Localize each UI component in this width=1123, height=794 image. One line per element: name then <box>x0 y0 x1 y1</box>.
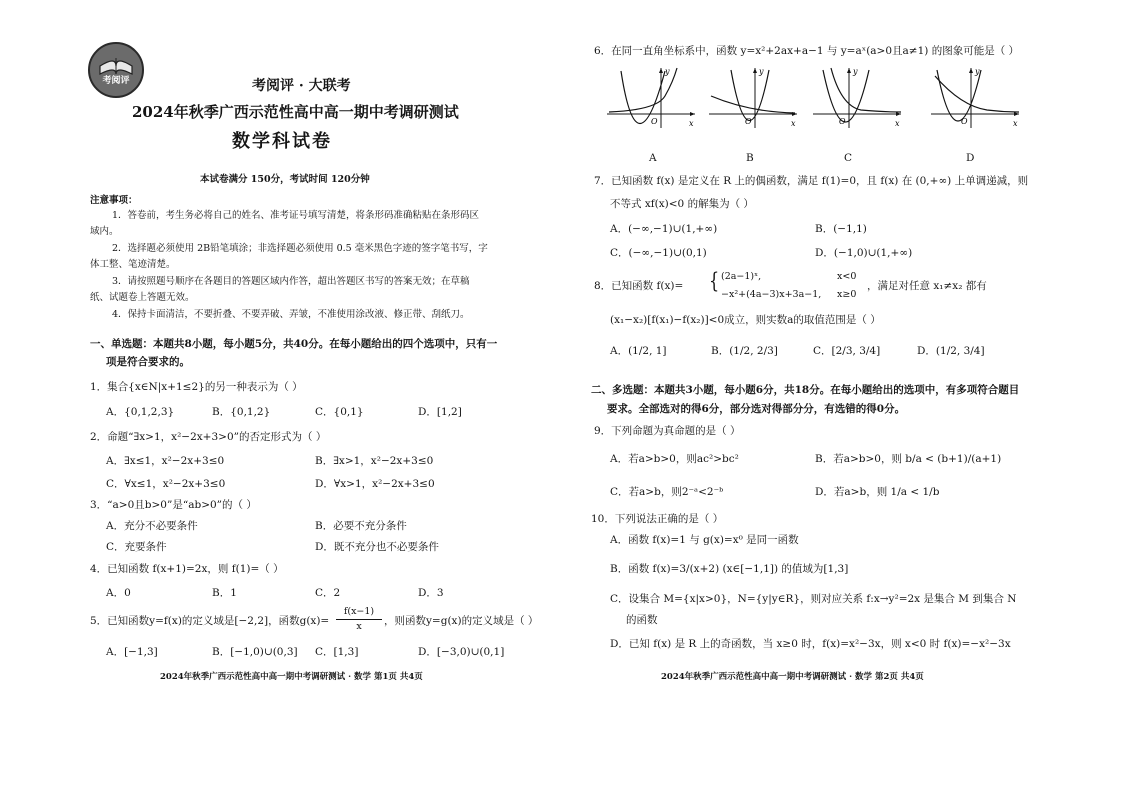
page-footer: 2024年秋季广西示范性高中高一期中考调研测试 · 数学 第2页 共4页 <box>661 672 924 682</box>
notice-line: 4．保持卡面清洁，不要折叠、不要弄破、弄皱，不准使用涂改液、修正带、刮纸刀。 <box>112 309 470 320</box>
question-8-option: A．(1/2, 1] <box>610 345 667 357</box>
notice-line: 1．答卷前，考生务必将自己的姓名、准考证号填写清楚，将条形码准确粘贴在条形码区 <box>112 210 480 221</box>
question-10-option: A．函数 f(x)=1 与 g(x)=x⁰ 是同一函数 <box>610 534 799 546</box>
question-8-case: (2a−1)ˣ, <box>721 271 762 282</box>
question-2-option: C．∀x≤1，x²−2x+3≤0 <box>106 478 226 490</box>
notice-line: 纸、试题卷上答题无效。 <box>90 292 195 303</box>
graph-c <box>813 66 903 128</box>
graph-axis-label: x <box>689 119 694 128</box>
graph-axis-label: y <box>759 67 764 76</box>
question-2-option: D．∀x>1，x²−2x+3≤0 <box>315 478 435 490</box>
question-8-option: B．(1/2, 2/3] <box>711 345 778 357</box>
question-8-stem: ，满足对任意 x₁≠x₂ 都有 <box>867 280 987 292</box>
question-1-stem: 1．集合{x∈N|x+1≤2}的另一种表示为（ ） <box>90 381 303 393</box>
question-8-condition: x<0 <box>837 271 857 282</box>
graph-origin-label: O <box>745 117 752 126</box>
question-7-stem: 不等式 xf(x)<0 的解集为（ ） <box>610 198 754 210</box>
graph-axis-label: x <box>791 119 796 128</box>
question-2-option: B．∃x>1，x²−2x+3≤0 <box>315 455 434 467</box>
question-8-option: D．(1/2, 3/4] <box>917 345 985 357</box>
graph-label: D <box>966 152 975 164</box>
graph-label: A <box>649 152 657 164</box>
question-9-option: C．若a>b，则2⁻ᵃ<2⁻ᵇ <box>610 486 724 498</box>
question-3-option: B．必要不充分条件 <box>315 520 407 532</box>
question-5-stem: ，则函数y=g(x)的定义域是（ ） <box>384 615 539 627</box>
graph-axis-label: x <box>895 119 900 128</box>
question-8-stem: 8．已知函数 f(x)= <box>594 280 684 292</box>
section-heading: 要求。全部选对的得6分，部分选对得部分分，有选错的得0分。 <box>607 403 906 415</box>
logo-text: 考阅评 <box>102 76 130 86</box>
question-4-option: B．1 <box>212 587 237 599</box>
question-3-option: D．既不充分也不必要条件 <box>315 541 439 553</box>
notice-line: 2．选择题必须使用 2B铅笔填涂；非选择题必须使用 0.5 毫米黑色字迹的签字笔书写，字 <box>112 243 488 254</box>
question-4-option: D．3 <box>418 587 444 599</box>
notice-line: 3．请按照题号顺序在各题目的答题区域内作答，超出答题区书写的答案无效；在草稿 <box>112 276 470 287</box>
graph-origin-label: O <box>839 117 846 126</box>
question-3-option: C．充要条件 <box>106 541 167 553</box>
graph-label: C <box>844 152 853 164</box>
section-heading: 二、多选题：本题共3小题，每小题6分，共18分。在每小题给出的选项中，有多项符合题目 <box>591 384 1020 396</box>
graph-label: B <box>746 152 754 164</box>
question-1-option: A．{0,1,2,3} <box>106 406 175 418</box>
notice-line: 体工整、笔迹清楚。 <box>90 259 176 270</box>
page-footer: 2024年秋季广西示范性高中高一期中考调研测试 · 数学 第1页 共4页 <box>160 672 423 682</box>
question-7-option: B．(−1,1) <box>815 223 867 235</box>
question-5-fraction-denominator: x <box>356 621 362 632</box>
question-9-option: B．若a>b>0，则 b/a < (b+1)/(a+1) <box>815 453 1002 465</box>
subject-title: 数学科试卷 <box>232 131 332 152</box>
exam-title: 2024年秋季广西示范性高中高一期中考调研测试 <box>132 103 459 121</box>
question-8-case: −x²+(4a−3)x+3a−1, <box>721 289 822 300</box>
section-heading: 项是符合要求的。 <box>106 356 190 368</box>
question-8-condition: x≥0 <box>837 289 857 300</box>
question-8-option: C．[2/3, 3/4] <box>813 345 881 357</box>
question-7-option: D．(−1,0)∪(1,+∞) <box>815 247 913 259</box>
question-4-option: C．2 <box>315 587 341 599</box>
question-9-option: A．若a>b>0，则ac²>bc² <box>610 453 739 465</box>
question-10-option: 的函数 <box>626 614 658 626</box>
question-5-option: A．[−1,3] <box>106 646 158 658</box>
question-2-stem: 2．命题“∃x>1，x²−2x+3>0”的否定形式为（ ） <box>90 431 327 443</box>
question-10-stem: 10．下列说法正确的是（ ） <box>591 513 724 525</box>
question-3-option: A．充分不必要条件 <box>106 520 198 532</box>
question-5-option: D．[−3,0)∪(0,1] <box>418 646 505 658</box>
question-6-stem: 6．在同一直角坐标系中，函数 y=x²+2ax+a−1 与 y=aˣ(a>0且a≠1) 的图象可能是（ ） <box>594 45 1020 57</box>
exam-logo <box>88 42 144 98</box>
exam-info: 本试卷满分 150分，考试时间 120分钟 <box>200 174 370 185</box>
exam-page-1 <box>0 0 561 794</box>
graph-axis-label: y <box>665 67 670 76</box>
question-4-stem: 4．已知函数 f(x+1)=2x，则 f(1)=（ ） <box>90 563 284 575</box>
exam-page-2 <box>561 0 1123 794</box>
graph-origin-label: O <box>651 117 658 126</box>
question-8-brace: { <box>709 267 720 294</box>
question-7-stem: 7．已知函数 f(x) 是定义在 R 上的偶函数，满足 f(1)=0，且 f(x) 在 (0,+∞) 上单调递减，则 <box>594 175 1029 187</box>
question-5-stem: 5．已知函数y=f(x)的定义域是[−2,2]，函数g(x)= <box>90 615 330 627</box>
question-9-option: D．若a>b，则 1/a < 1/b <box>815 486 940 498</box>
question-5-option: B．[−1,0)∪(0,3] <box>212 646 298 658</box>
graph-b <box>709 66 799 128</box>
question-5-option: C．[1,3] <box>315 646 359 658</box>
question-1-option: B．{0,1,2} <box>212 406 271 418</box>
question-1-option: D．[1,2] <box>418 406 462 418</box>
notice-line: 域内。 <box>90 226 119 237</box>
question-5-fraction-numerator: f(x−1) <box>336 605 382 620</box>
question-2-option: A．∃x≤1，x²−2x+3≤0 <box>106 455 225 467</box>
graph-axis-label: y <box>975 67 980 76</box>
question-10-option: B．函数 f(x)=3/(x+2) (x∈[−1,1]) 的值域为[1,3] <box>610 563 849 575</box>
brand-title: 考阅评 · 大联考 <box>252 78 351 94</box>
question-7-option: A．(−∞,−1)∪(1,+∞) <box>610 223 718 235</box>
book-icon <box>90 44 142 96</box>
question-4-option: A．0 <box>106 587 131 599</box>
graph-axis-label: y <box>853 67 858 76</box>
graph-origin-label: O <box>961 117 968 126</box>
question-10-option: D．已知 f(x) 是 R 上的奇函数，当 x≥0 时，f(x)=x²−3x，则 x<0 时 f(x)=−x²−3x <box>610 638 1011 650</box>
section-heading: 一、单选题：本题共8小题，每小题5分，共40分。在每小题给出的四个选项中，只有一 <box>90 338 498 350</box>
notice-heading: 注意事项： <box>90 195 138 206</box>
question-1-option: C．{0,1} <box>315 406 364 418</box>
graph-axis-label: x <box>1013 119 1018 128</box>
question-9-stem: 9．下列命题为真命题的是（ ） <box>594 425 741 437</box>
question-3-stem: 3．“a>0且b>0”是“ab>0”的（ ） <box>90 499 257 511</box>
graph-a <box>607 66 697 128</box>
question-7-option: C．(−∞,−1)∪(0,1) <box>610 247 707 259</box>
question-10-option: C．设集合 M={x|x>0}，N={y|y∈R}，则对应关系 f:x→y²=2x 是集合 M 到集合 N <box>610 593 1017 605</box>
graph-d <box>931 66 1021 128</box>
question-8-stem: (x₁−x₂)[f(x₁)−f(x₂)]<0成立，则实数a的取值范围是（ ） <box>610 314 881 326</box>
